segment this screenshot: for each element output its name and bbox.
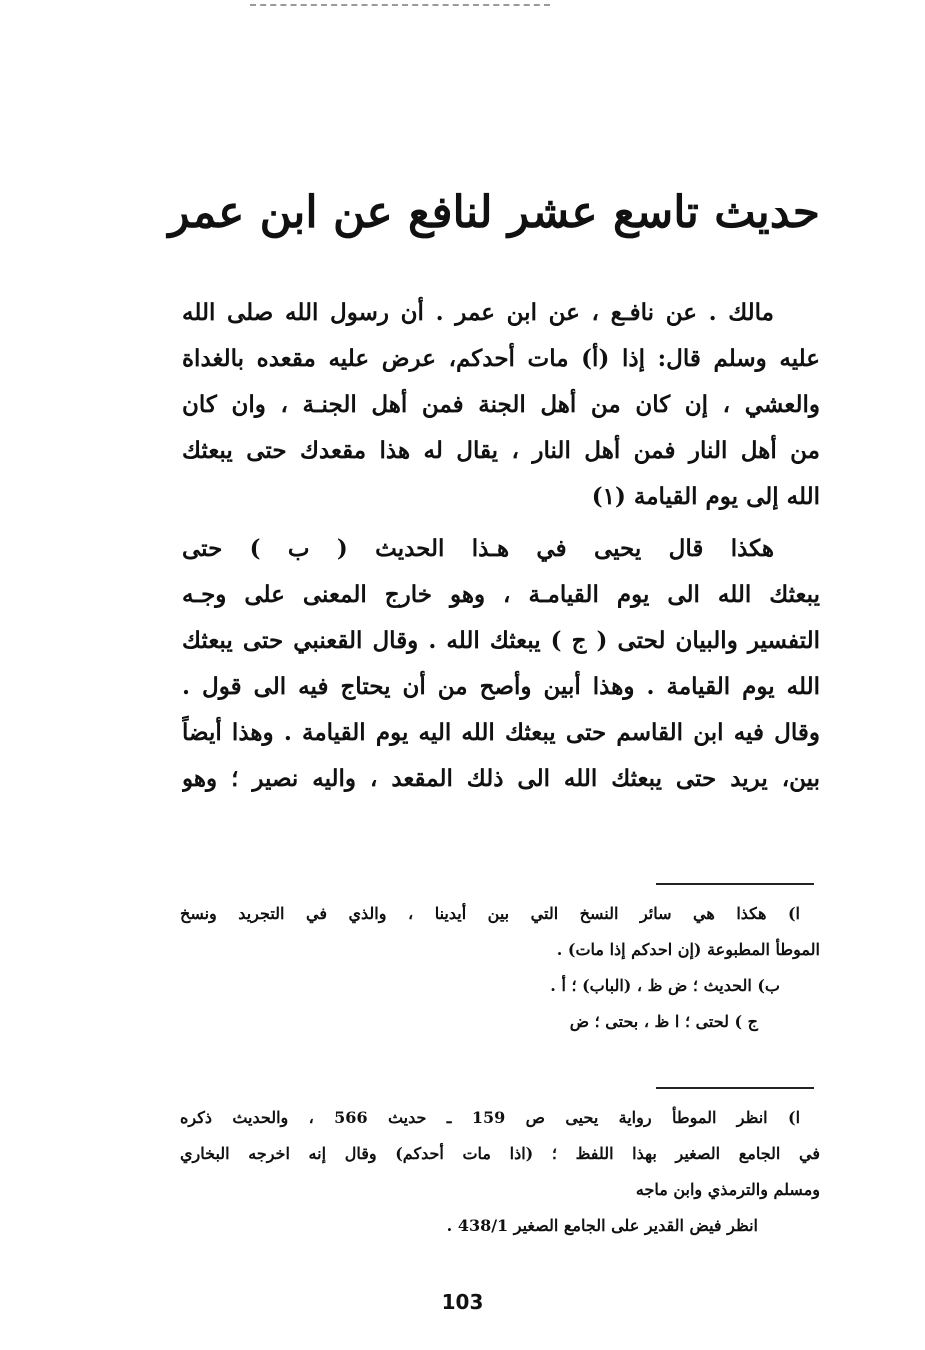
text-line: وقال فيه ابن القاسم حتى يبعثك الله اليه يوم القيامة . وهذا أيضاً: [182, 719, 820, 746]
page-number: 103: [441, 1290, 484, 1314]
text-line: هكذا قال يحيى في هـذا الحديث ( ب ) حتى: [182, 535, 774, 562]
text-line: التفسير والبيان لحتى ( ج ) يبعثك الله . وقال القعنبي حتى يبعثك: [182, 627, 820, 654]
text-line: الله إلى يوم القيامة (١): [591, 483, 820, 510]
footnote-line: انظر فيض القدير على الجامع الصغير 438/1 .: [446, 1216, 758, 1235]
text-line: من أهل النار فمن أهل النار ، يقال له هذا مقعدك حتى يبعثك: [182, 437, 820, 464]
paragraph-hadith-text: [182, 290, 820, 520]
hadith-title: حديث تاسع عشر لنافع عن ابن عمر: [168, 187, 820, 238]
footnote-line: ا) انظر الموطأ رواية يحيى ص 159 ـ حديث 566 ، والحديث ذكره: [180, 1108, 801, 1127]
footnote-line: ا) هكذا هي سائر النسخ التي بين أيدينا ، والذي في التجريد ونسخ: [180, 904, 800, 923]
footnote-line: ومسلم والترمذي وابن ماجه: [635, 1180, 820, 1199]
text-line: مالك . عن نافـع ، عن ابن عمر . أن رسول الله صلى الله: [182, 299, 774, 326]
text-line: يبعثك الله الى يوم القيامـة ، وهو خارج المعنى على وجـه: [182, 581, 820, 608]
footnote-line: ب) الحديث ؛ ض ظ ، (الباب) ؛ أ .: [550, 976, 780, 995]
footnote-line: ج ) لحتى ؛ ا ظ ، بحتى ؛ ض: [569, 1012, 758, 1031]
footnote-divider-1: [656, 883, 814, 885]
top-edge-dashes: [250, 4, 550, 6]
text-line: عليه وسلم قال: إذا (أ) مات أحدكم، عرض عليه مقعده بالغداة: [182, 345, 820, 372]
text-line: الله يوم القيامة . وهذا أبين وأصح من أن يحتاج فيه الى قول .: [182, 673, 820, 700]
footnotes-variant-readings: [180, 896, 820, 1040]
paragraph-commentary: [182, 526, 820, 802]
footnote-divider-2: [656, 1087, 814, 1089]
text-line: والعشي ، إن كان من أهل الجنة فمن أهل الجنـة ، وان كان: [182, 391, 820, 418]
footnote-line: في الجامع الصغير بهذا اللفظ ؛ (اذا مات أحدكم) وقال إنه اخرجه البخاري: [180, 1144, 820, 1163]
footnote-line: الموطأ المطبوعة (إن احدكم إذا مات) .: [556, 940, 820, 959]
footnotes-sources: [180, 1100, 820, 1244]
text-line: بين، يريد حتى يبعثك الله الى ذلك المقعد ، واليه نصير ؛ وهو: [182, 765, 820, 792]
